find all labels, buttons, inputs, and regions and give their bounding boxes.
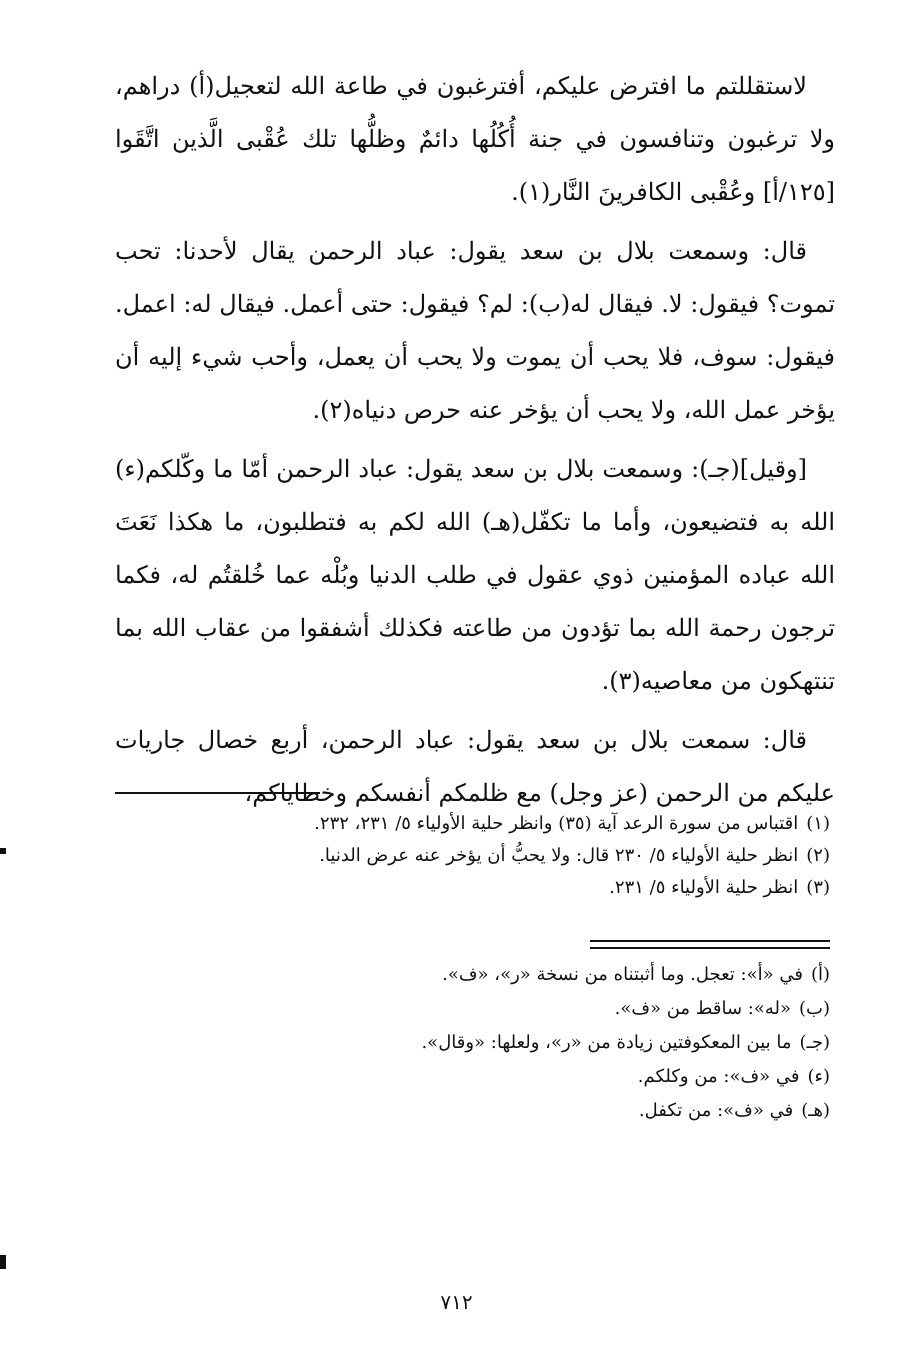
- footnote-number: (٣): [806, 877, 830, 898]
- paragraph-1: لاستقللتم ما افترض عليكم، أفترغبون في طاعة الله لتعجيل(أ) دراهم، ولا ترغبون وتنافسون في جنة أُكُلُها دائمٌ وظلُّها تلك عُقْبى الَّذين اتَّقَوا [١٢٥/أ] وعُقْبى الكافرينَ النَّار(١).: [115, 72, 835, 206]
- variant-label: (هـ): [801, 1100, 830, 1121]
- scan-mark: [0, 1255, 6, 1269]
- variant-text: في «ف»: من تكفل.: [638, 1100, 794, 1121]
- variant-text: ما بين المعكوفتين زيادة من «ر»، ولعلها: «وقال».: [421, 1032, 792, 1053]
- variant-divider: [590, 940, 830, 949]
- variant-label: (جـ): [799, 1032, 830, 1053]
- footnote-text: انظر حلية الأولياء ٥/ ٢٣٠ قال: ولا يحبُّ أن يؤخر عنه عرض الدنيا.: [319, 845, 799, 866]
- variant-item: [300, 1026, 830, 1060]
- page-number: ٧١٢: [440, 1290, 473, 1314]
- footnote-divider: [115, 792, 320, 794]
- paragraph-3: [وقيل](جـ): وسمعت بلال بن سعد يقول: عباد الرحمن أمّا ما وكّلكم(ء) الله به فتضيعون، وأما ما تكفّل(هـ) الله لكم به فتطلبون، ما هكذا نَعَتَ الله عباده المؤمنين ذوي عقول في طلب الدنيا وبُلْه عما خُلقتُم له، فكما ترجون رحمة الله بما تؤدون من طاعته فكذلك أشفقوا من عقاب الله بما تنتهكون من معاصيه(٣).: [115, 455, 835, 695]
- paragraph-2: قال: وسمعت بلال بن سعد يقول: عباد الرحمن يقال لأحدنا: تحب تموت؟ فيقول: لا. فيقال له(ب): لم؟ فيقول: حتى أعمل. فيقال له: اعمل. فيقول: سوف، فلا يحب أن يموت ولا يحب أن يعمل، وأحب شيء إليه أن يؤخر عمل الله، ولا يحب أن يؤخر عنه حرص دنياه(٢).: [115, 237, 835, 424]
- footnotes: [170, 808, 830, 904]
- variant-label: (ب): [799, 998, 830, 1019]
- footnote-number: (١): [806, 813, 830, 834]
- variant-text: «له»: ساقط من «ف».: [614, 998, 791, 1019]
- footnote-item: [170, 872, 830, 904]
- footnote-item: [170, 840, 830, 872]
- variant-text: في «أ»: تعجل. وما أثبتناه من نسخة «ر»، «ف».: [442, 964, 803, 985]
- variant-label: (ء): [807, 1066, 830, 1087]
- variant-notes: [300, 958, 830, 1128]
- variant-item: [300, 958, 830, 992]
- variant-item: [300, 992, 830, 1026]
- variant-text: في «ف»: من وكلكم.: [637, 1066, 800, 1087]
- footnote-text: اقتباس من سورة الرعد آية (٣٥) وانظر حلية الأولياء ٥/ ٢٣١، ٢٣٢.: [314, 813, 799, 834]
- paragraph-4: قال: سمعت بلال بن سعد يقول: عباد الرحمن، أربع خصال جاريات عليكم من الرحمن (عز وجل) مع ظلمكم أنفسكم وخطاياكم،: [115, 726, 835, 807]
- footnote-item: [170, 808, 830, 840]
- footnote-text: انظر حلية الأولياء ٥/ ٢٣١.: [609, 877, 799, 898]
- variant-item: [300, 1094, 830, 1128]
- variant-item: [300, 1060, 830, 1094]
- variant-label: (أ): [810, 964, 830, 985]
- main-text: [115, 60, 835, 826]
- scan-mark: [0, 848, 6, 854]
- footnote-number: (٢): [806, 845, 830, 866]
